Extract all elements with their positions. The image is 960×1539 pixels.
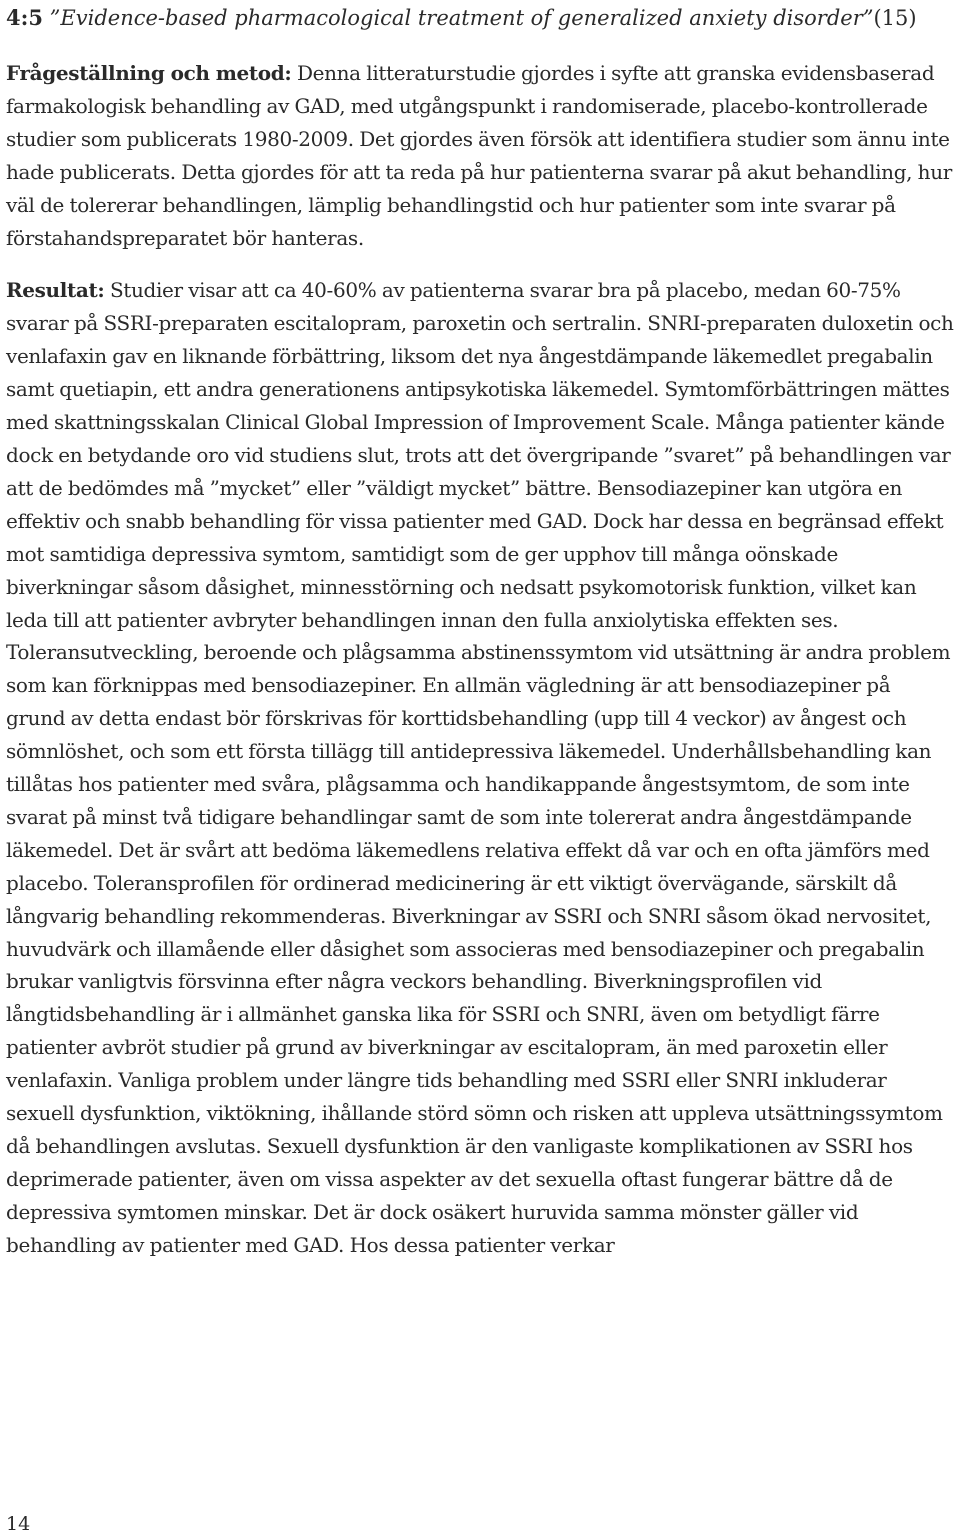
results-paragraph [6, 274, 954, 1261]
method-paragraph [6, 57, 954, 254]
results-label: Resultat: [6, 278, 105, 303]
document-page [6, 0, 954, 1262]
method-label: Frågeställning och metod: [6, 61, 292, 85]
section-heading [6, 0, 954, 34]
method-text: Denna litteraturstudie gjordes i syfte att granska evidensbaserad farmakologisk behandling av GAD, med utgångspunkt i randomiserade, placebo-kontrollerade studier som publicerats 1980-2009. Det gjordes även försök att identifiera studier som ännu inte hade publicerats. Detta gjordes för att ta reda på hur patienterna svarar på akut behandling, hur väl de tolererar behandlingen, lämplig behandlingstid och hur patienter som inte svarar på förstahandspreparatet bör hanteras. [6, 61, 952, 250]
page-number: 14 [6, 1513, 31, 1535]
study-title: ”Evidence-based pharmacological treatment of generalized anxiety disorder” [49, 6, 874, 30]
results-text: Studier visar att ca 40-60% av patienterna svarar bra på placebo, medan 60-75% svarar på SSRI-preparaten escitalopram, paroxetin och sertralin. SNRI-preparaten duloxetin och venlafaxin gav en liknande förbättring, liksom det nya ångestdämpande läkemedlet pregabalin samt quetiapin, ett andra generationens antipsykotiska läkemedel. Symtomförbättringen mättes med skattningsskalan Clinical Global Impression of Improvement Scale. Många patienter kände dock en betydande oro vid studiens slut, trots att det övergripande ”svaret” på behandlingen var att de bedömdes må ”mycket” eller ”väldigt mycket” bättre. Bensodiazepiner kan utgöra en effektiv och snabb behandling för vissa patienter med GAD. Dock har dessa en begränsad effekt mot samtidiga depressiva symtom, samtidigt som de ger upphov till många oönskade biverkningar såsom dåsighet, minnesstörning och nedsatt psykomotorisk funktion, vilket kan leda till att patienter avbryter behandlingen innan den fulla anxiolytiska effekten ses. Toleransutveckling, beroende och plågsamma abstinenssymtom vid utsättning är andra problem som kan förknippas med bensodiazepiner. En allmän vägledning är att bensodiazepiner på grund av detta endast bör förskrivas för korttidsbehandling (upp till 4 veckor) av ångest och sömnlöshet, och som ett första tillägg till antidepressiva läkemedel. Underhållsbehandling kan tillåtas hos patienter med svåra, plågsamma och handikappande ångestsymtom, de som inte svarat på minst två tidigare behandlingar samt de som inte tolererat andra ångestdämpande läkemedel. Det är svårt att bedöma läkemedlens relativa effekt då var och en ofta jämförs med placebo. Toleransprofilen för ordinerad medicinering är ett viktigt övervägande, särskilt då långvarig behandling rekommenderas. Biverkningar av SSRI och SNRI såsom ökad nervositet, huvudvärk och illamående eller dåsighet som associeras med bensodiazepiner och pregabalin brukar vanligtvis försvinna efter några veckors behandling. Biverkningsprofilen vid långtidsbehandling är i allmänhet ganska lika för SSRI och SNRI, även om betydligt färre patienter avbröt studier på grund av biverkningar av escitalopram, än med paroxetin eller venlafaxin. Vanliga problem under längre tids behandling med SSRI eller SNRI inkluderar sexuell dysfunktion, viktökning, ihållande störd sömn och risken att uppleva utsättningssymtom då behandlingen avslutas. Sexuell dysfunktion är den vanligaste komplikationen av SSRI hos deprimerade patienter, även om vissa aspekter av det sexuella oftast fungerar bättre då de depressiva symtomen minskar. Det är dock osäkert huruvida samma mönster gäller vid behandling av patienter med GAD. Hos dessa patienter verkar [6, 278, 954, 1257]
section-number: 4:5 [6, 5, 43, 30]
reference-number: (15) [873, 6, 917, 30]
